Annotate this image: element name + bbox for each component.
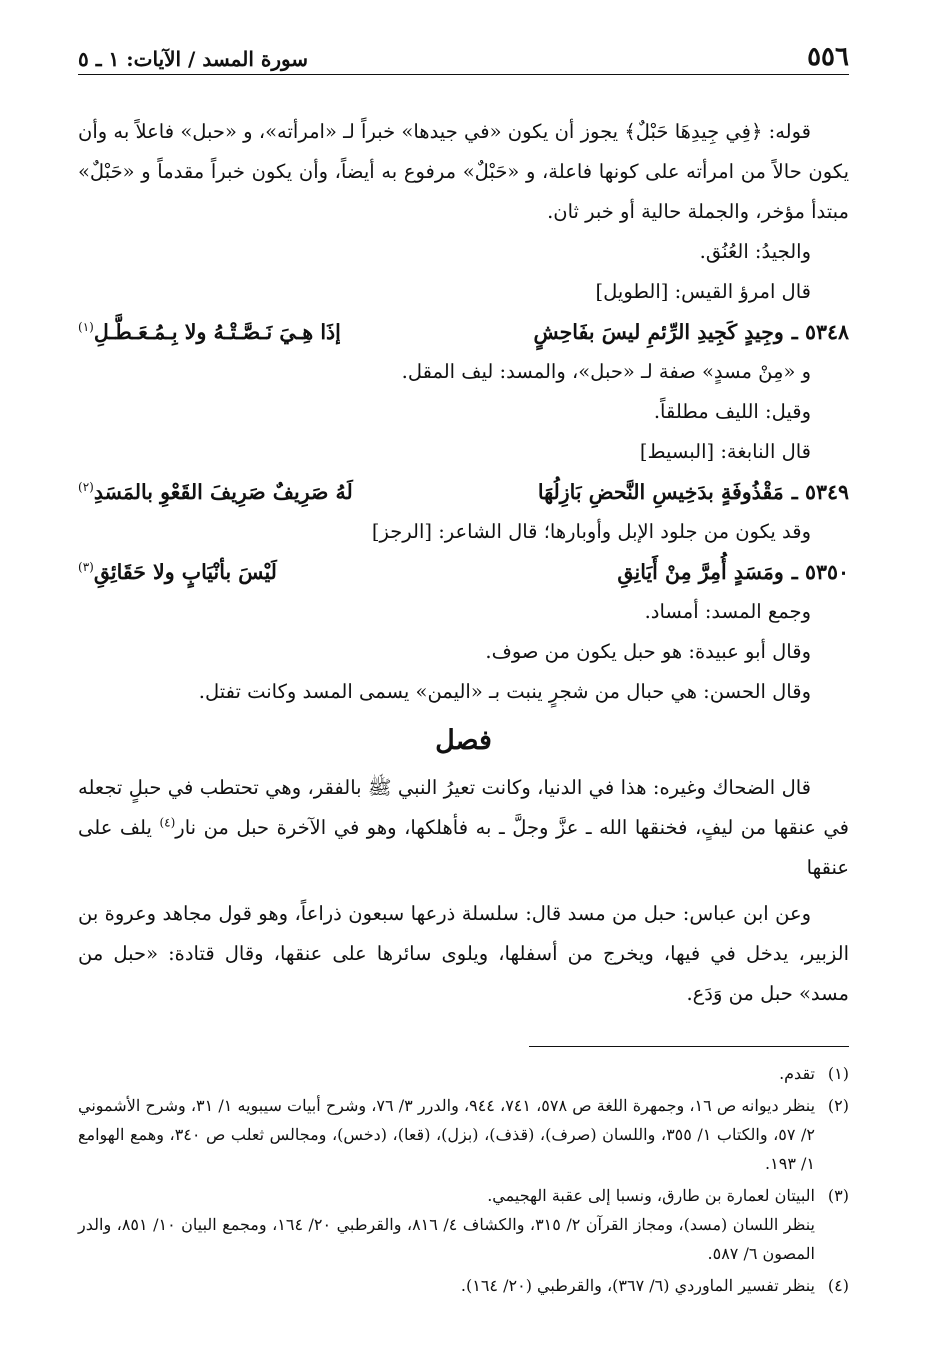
text-line: قال النابغة: [البسيط] (639, 440, 811, 463)
text-line: قال امرؤ القيس: [الطويل] (595, 280, 811, 303)
footnote-text: البيتان لعمارة بن طارق، ونسبا إلى عقبة الهجيمي. (487, 1186, 815, 1205)
footnote-number: (١) (827, 1064, 849, 1083)
text-line: وقيل: الليف مطلقاً. (653, 400, 811, 423)
running-title: سورة المسد / الآيات: ١ ـ ٥ (78, 47, 309, 71)
footnote (78, 1271, 849, 1300)
verse-second-hemistich: إذَا هِـيَ نَـصَّـتْـهُ ولا بِـمُـعَـطَّـلِ$^{(١)}$ (78, 320, 341, 344)
verse-second-hemistich: لَهُ صَرِيفٌ صَرِيفَ القَعْوِ بالمَسَدِ$^{(٢)}$ (78, 480, 353, 504)
paragraph: قال الضحاك وغيره: هذا في الدنيا، وكانت تعيرُ النبي ﷺ بالفقر، وهي تحتطب في حبلٍ تجعله في عنقها من ليفٍ، فخنقها الله ـ عزَّ وجلَّ ـ به فأهلكها، وهو في الآخرة حبل من نار$^{(٤)}$ يلف على عنقها (78, 776, 849, 879)
text-line: والجيدُ: العُنُق. (699, 240, 811, 263)
text-line: وجمع المسد: أمساد. (644, 600, 811, 623)
footnote-ref: (٣) (78, 560, 94, 575)
page-number: ٥٥٦ (807, 42, 849, 72)
footnote (78, 1091, 849, 1178)
footnote-text: تقدم. (779, 1064, 815, 1083)
main-text (78, 112, 849, 1303)
verse-first-hemistich: ومَسَدٍ أُمِرَّ مِنْ أَيَانِقِ (617, 560, 784, 584)
text-line: وقال الحسن: هي حبال من شجرٍ ينبت بـ «اليمن» يسمى المسد وكانت تفتل. (198, 680, 811, 703)
footnote-ref: (٤) (159, 815, 176, 830)
footnote-text: ينظر اللسان (مسد)، ومجاز القرآن ٢/ ٣١٥، والكشاف ٤/ ٨١٦، والقرطبي ٢٠/ ١٦٤، ومجمع البيان ١٠/ ٨٥١، والدر المصون ٦/ ٥٨٧. (78, 1215, 815, 1263)
verse-number: ٥٣٤٩ ـ (791, 480, 849, 504)
footnotes (78, 1059, 849, 1300)
verse-first-hemistich: مَقْذُوفَةٍ بدَخِيسِ النَّحضِ بَازِلُهَا (537, 480, 784, 504)
text-line: وقد يكون من جلود الإبل وأوبارها؛ قال الشاعر: [الرجز] (371, 520, 811, 543)
footnote-number: (٤) (827, 1276, 849, 1295)
verse-number: ٥٣٥٠ ـ (791, 560, 849, 584)
footnote-ref: (٢) (78, 480, 94, 495)
section-heading: فصل (435, 725, 492, 756)
poetry-verse (78, 552, 849, 592)
page-header (78, 40, 849, 75)
footnote (78, 1059, 849, 1088)
verse-first-hemistich: وجِيدٍ كَجِيدِ الرِّئمِ ليسَ بفَاحِشٍ (533, 320, 784, 344)
footnote-number: (٢) (827, 1096, 849, 1115)
verse-number: ٥٣٤٨ ـ (791, 320, 849, 344)
footnote-separator (529, 1046, 849, 1047)
text-line: وقال أبو عبيدة: هو حبل يكون من صوف. (485, 640, 811, 663)
paragraph: قوله: ﴿فِي جِيدِهَا حَبْلٌ﴾ يجوز أن يكون «في جيدها» خبراً لـ «امرأته»، و «حبل» فاعلاً به وأن يكون حالاً من امرأته على كونها فاعلة، و «حَبْلٌ» مرفوع به أيضاً، وأن يكون خبراً مقدماً و «حَبْلٌ» مبتدأ مؤخر، والجملة حالية أو خبر ثان. (78, 120, 849, 223)
text-line: و «مِنْ مسدٍ» صفة لـ «حبل»، والمسد: ليف المقل. (401, 360, 811, 383)
poetry-verse (78, 472, 849, 512)
paragraph: وعن ابن عباس: حبل من مسد قال: سلسلة ذرعها سبعون ذراعاً، وهو قول مجاهد وعروة بن الزبير، يدخل في فيها، ويخرج من أسفلها، ويلوى سائرها على عنقها، وقال قتادة: «حبل من مسد» حبل من وَدَع. (78, 902, 849, 1005)
footnote-ref: (١) (78, 320, 94, 335)
footnote-text: ينظر ديوانه ص ١٦، وجمهرة اللغة ص ٥٧٨، ٧٤١، ٩٤٤، والدرر ٣/ ٧٦، وشرح أبيات سيبويه ١/ ٣١، وشرح الأشموني ٢/ ٥٧، والكتاب ١/ ٣٥٥، واللسان (صرف)، (قذف)، (بزل)، (قعا)، (دخس)، ومجالس ثعلب ص ٣٤٠، وهمع الهوامع ١/ ١٩٣. (78, 1096, 816, 1173)
footnote-text: ينظر تفسير الماوردي (٦/ ٣٦٧)، والقرطبي (٢٠/ ١٦٤). (460, 1276, 815, 1295)
poetry-verse (78, 312, 849, 352)
footnote-number: (٣) (827, 1186, 849, 1205)
verse-second-hemistich: لَيْسَ بأنْيَابٍ ولا حَقَائِقِ$^{(٣)}$ (78, 560, 277, 584)
footnote (78, 1181, 849, 1268)
